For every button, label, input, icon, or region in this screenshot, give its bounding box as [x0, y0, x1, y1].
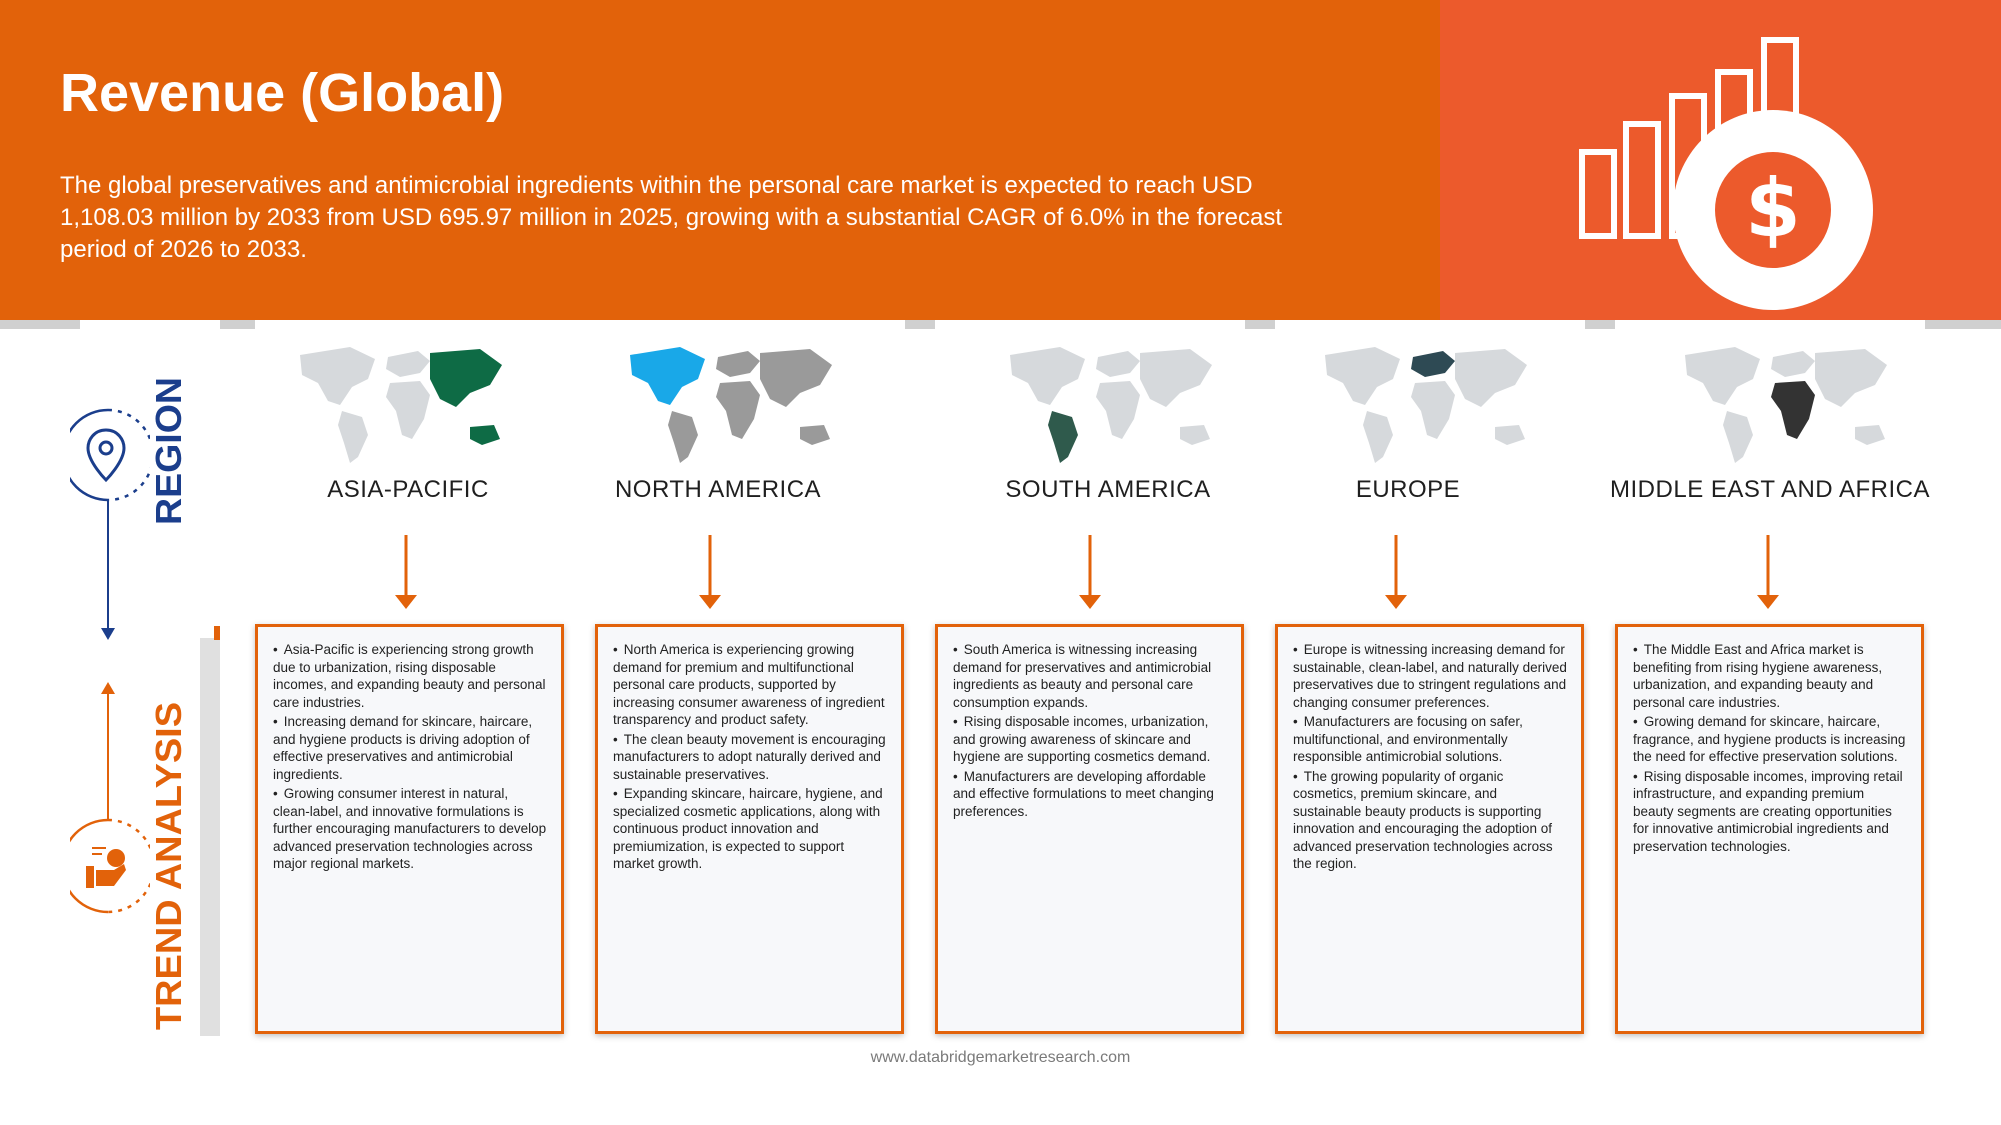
page-description: The global preservatives and antimicrobial ingredients within the personal care market is expected to reach USD 1,108.03 million by 2033 from USD 695.97 million in 2025, growing with a substantial CAGR of 6.0% in the forecast period of 2026 to 2033. [60, 172, 1282, 263]
trend-axis-label [148, 700, 188, 1030]
trend-point: • The clean beauty movement is encouraging manufacturers to adopt naturally derived and sustainable preservatives. [613, 731, 887, 784]
region-label-text: REGION [148, 382, 188, 525]
middle-east-africa-title: MIDDLE EAST AND AFRICA [1610, 476, 1930, 503]
trend-point: • Rising disposable incomes, urbanization, and growing awareness of skincare and hygiene are supporting cosmetics demand. [953, 713, 1227, 766]
middle-east-africa-trend-card [1615, 624, 1924, 1034]
svg-text:$: $ [1745, 162, 1801, 255]
header-banner [0, 0, 1440, 320]
south-america-title: SOUTH AMERICA [1005, 476, 1211, 503]
asia-pacific-trend-card [255, 624, 564, 1034]
trend-point: • Manufacturers are developing affordable and effective formulations to meet changing preferences. [953, 768, 1227, 821]
revenue-bar-dollar-icon [1440, 0, 2001, 320]
down-arrow-icon [1756, 535, 1780, 610]
middle-east-africa-map-icon [1665, 335, 1895, 465]
divider [0, 320, 80, 329]
trend-point: • Growing consumer interest in natural, clean-label, and innovative formulations is further encouraging manufacturers to develop advanced preservation technologies across major regional markets. [273, 785, 547, 873]
down-arrow-icon [1384, 535, 1408, 610]
divider [1925, 320, 2001, 329]
europe-trend-card [1275, 624, 1584, 1034]
divider [1245, 320, 1275, 329]
trend-point: • Asia-Pacific is experiencing strong growth due to urbanization, rising disposable incomes, and expanding beauty and personal care industries. [273, 641, 547, 711]
trend-point: • Increasing demand for skincare, haircare, and hygiene products is driving adoption of effective preservatives and antimicrobial ingredients. [273, 713, 547, 783]
asia-pacific-map-icon [280, 335, 510, 465]
trend-point: • The Middle East and Africa market is benefiting from rising hygiene awareness, urbanization, and expanding beauty and personal care industries. [1633, 641, 1907, 711]
hand-growth-icon [70, 820, 150, 912]
trend-point: • Expanding skincare, haircare, hygiene, and specialized cosmetic applications, along with continuous product innovation and premiumization, is expected to support market growth. [613, 785, 887, 873]
trend-point: • Europe is witnessing increasing demand for sustainable, clean-label, and naturally derived preservatives due to stringent regulations and changing consumer preferences. [1293, 641, 1567, 711]
europe-map-icon [1305, 335, 1535, 465]
side-accent-tick [214, 626, 220, 640]
divider [220, 320, 255, 329]
header-icon-panel [1440, 0, 2001, 320]
divider [1585, 320, 1615, 329]
down-arrow-icon [1078, 535, 1102, 610]
location-pin-icon [70, 410, 150, 500]
north-america-trend-card [595, 624, 904, 1034]
side-accent-bar [200, 638, 220, 1036]
down-arrow-icon [394, 535, 418, 610]
trend-point: • Growing demand for skincare, haircare, fragrance, and hygiene products is increasing the need for effective preservation solutions. [1633, 713, 1907, 766]
trend-point: • The growing popularity of organic cosmetics, premium skincare, and sustainable beauty products is supporting innovation and encouraging the adoption of advanced preservation technologies across the region. [1293, 768, 1567, 873]
sidebar-timeline [70, 400, 150, 920]
asia-pacific-title: ASIA-PACIFIC [327, 476, 489, 503]
north-america-map-icon [610, 335, 840, 465]
divider [905, 320, 935, 329]
trend-point: • Rising disposable incomes, improving retail infrastructure, and expanding premium beauty segments are creating opportunities for innovative antimicrobial ingredients and preservation technologies. [1633, 768, 1907, 856]
region-axis-label [148, 375, 188, 525]
footer-url: www.databridgemarketresearch.com [870, 1049, 1131, 1066]
down-arrow-icon [698, 535, 722, 610]
trend-point: • North America is experiencing growing demand for premium and multifunctional personal care products, supported by increasing consumer awareness of ingredient transparency and product safety. [613, 641, 887, 729]
page-title: Revenue (Global) [60, 63, 505, 123]
south-america-trend-card [935, 624, 1244, 1034]
north-america-title: NORTH AMERICA [614, 476, 822, 503]
trend-point: • South America is witnessing increasing demand for preservatives and antimicrobial ingredients as beauty and personal care consumption expands. [953, 641, 1227, 711]
trend-point: • Manufacturers are focusing on safer, multifunctional, and environmentally responsible antimicrobial solutions. [1293, 713, 1567, 766]
europe-title: EUROPE [1355, 476, 1461, 503]
trend-label-text: TREND ANALYSIS [148, 718, 188, 1030]
south-america-map-icon [990, 335, 1220, 465]
